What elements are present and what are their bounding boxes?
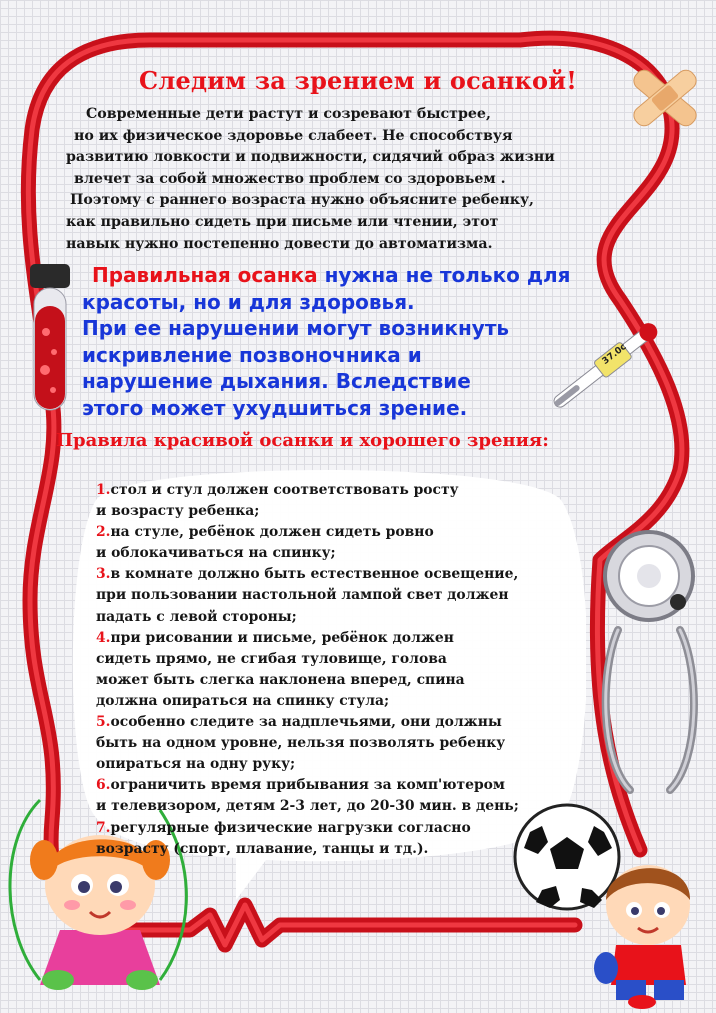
rule-text: при рисовании и письме, ребёнок должен [110,629,454,646]
posture-line: этого может ухудшиться зрение. [82,395,468,420]
rule-line [96,628,596,649]
rule-text: и телевизором, детям 2-3 лет, до 20-30 мин. в день; [96,798,519,815]
rule-line [96,543,596,564]
rule-text: падать с левой стороны; [96,608,297,625]
rule-text: сидеть прямо, не сгибая туловище, голова [96,650,447,667]
rule-number: 6. [96,777,111,794]
rule-line [96,754,596,775]
posture-line [82,262,622,289]
rule-number: 1. [96,482,111,498]
stethoscope-icon [590,520,710,820]
rule-line [96,522,596,543]
page-title: Следим за зрением и осанкой! [139,66,577,95]
rule-text: и возрасту ребенка; [96,503,260,520]
intro-line: навык нужно постепенно довести до автоматизма. [66,235,493,252]
rule-text: возрасту (спорт, плавание, танцы и тд.). [96,840,429,857]
rule-line [96,670,596,691]
rule-number: 5. [96,714,111,731]
rule-line [96,649,596,670]
intro-line: Современные дети растут и созревают быстрее, [86,106,491,122]
rules-list [96,480,596,860]
intro-line: развитию ловкости и подвижности, сидячий образ жизни [66,149,555,166]
rule-text: в комнате должно быть естественное освещение, [110,566,519,583]
rule-line [96,501,596,522]
rule-text: регулярные физические нагрузки согласно [110,819,471,836]
rule-text: на стуле, ребёнок должен сидеть ровно [110,524,434,541]
rule-text: и облокачиваться на спинку; [96,545,336,562]
posture-block [82,262,622,421]
rules-title: Правила красивой осанки и хорошего зрения: [56,430,549,451]
intro-line: как правильно сидеть при письме или чтении, этот [66,213,499,230]
rule-number: 4. [96,629,111,646]
rule-line [96,691,596,712]
rule-line [96,585,596,606]
rule-line [96,775,596,796]
rule-line [96,712,596,733]
rule-text: быть на одном уровне, нельзя позволять ребенку [96,735,506,752]
intro-line: влечет за собой множество проблем со здоровьем . [74,170,506,187]
rule-text: при пользовании настольной лампой свет должен [96,587,509,604]
rule-text: ограничить время прибывания за комп'ютером [110,777,505,794]
rule-text: должна опираться на спинку стула; [96,692,390,709]
rule-line [96,818,596,839]
rule-line [96,480,596,501]
rule-text: опираться на одну руку; [96,756,296,773]
posture-line: искривление позвоночника и [82,342,422,367]
rule-line [96,839,596,860]
tube-icon [24,262,76,422]
boy-illustration [586,850,706,1010]
rule-line [96,796,596,817]
rule-number: 2. [96,524,111,541]
posture-line: нарушение дыхания. Вследствие [82,369,471,393]
posture-first-rest: нужна не только для [317,263,571,287]
posture-highlight: Правильная осанка [92,263,318,287]
intro-paragraph [66,104,646,255]
thermometer-reading: 37.0c [600,342,629,367]
posture-line: При ее нарушении могут возникнуть [82,316,510,340]
rule-line [96,733,596,754]
rule-text: может быть слегка наклонена вперед, спина [96,671,465,688]
intro-line: Поэтому с раннего возраста нужно объясните ребенку, [70,192,534,209]
rule-text: стол и стул должен соответствовать росту [110,482,459,498]
posture-line: красоты, но и для здоровья. [82,289,415,314]
rule-number: 3. [96,566,111,583]
rule-line [96,564,596,585]
rule-line [96,607,596,628]
rule-text: особенно следите за надплечьями, они должны [110,714,502,731]
rule-number: 7. [96,819,111,836]
intro-line: но их физическое здоровье слабеет. Не способствуя [74,127,513,144]
